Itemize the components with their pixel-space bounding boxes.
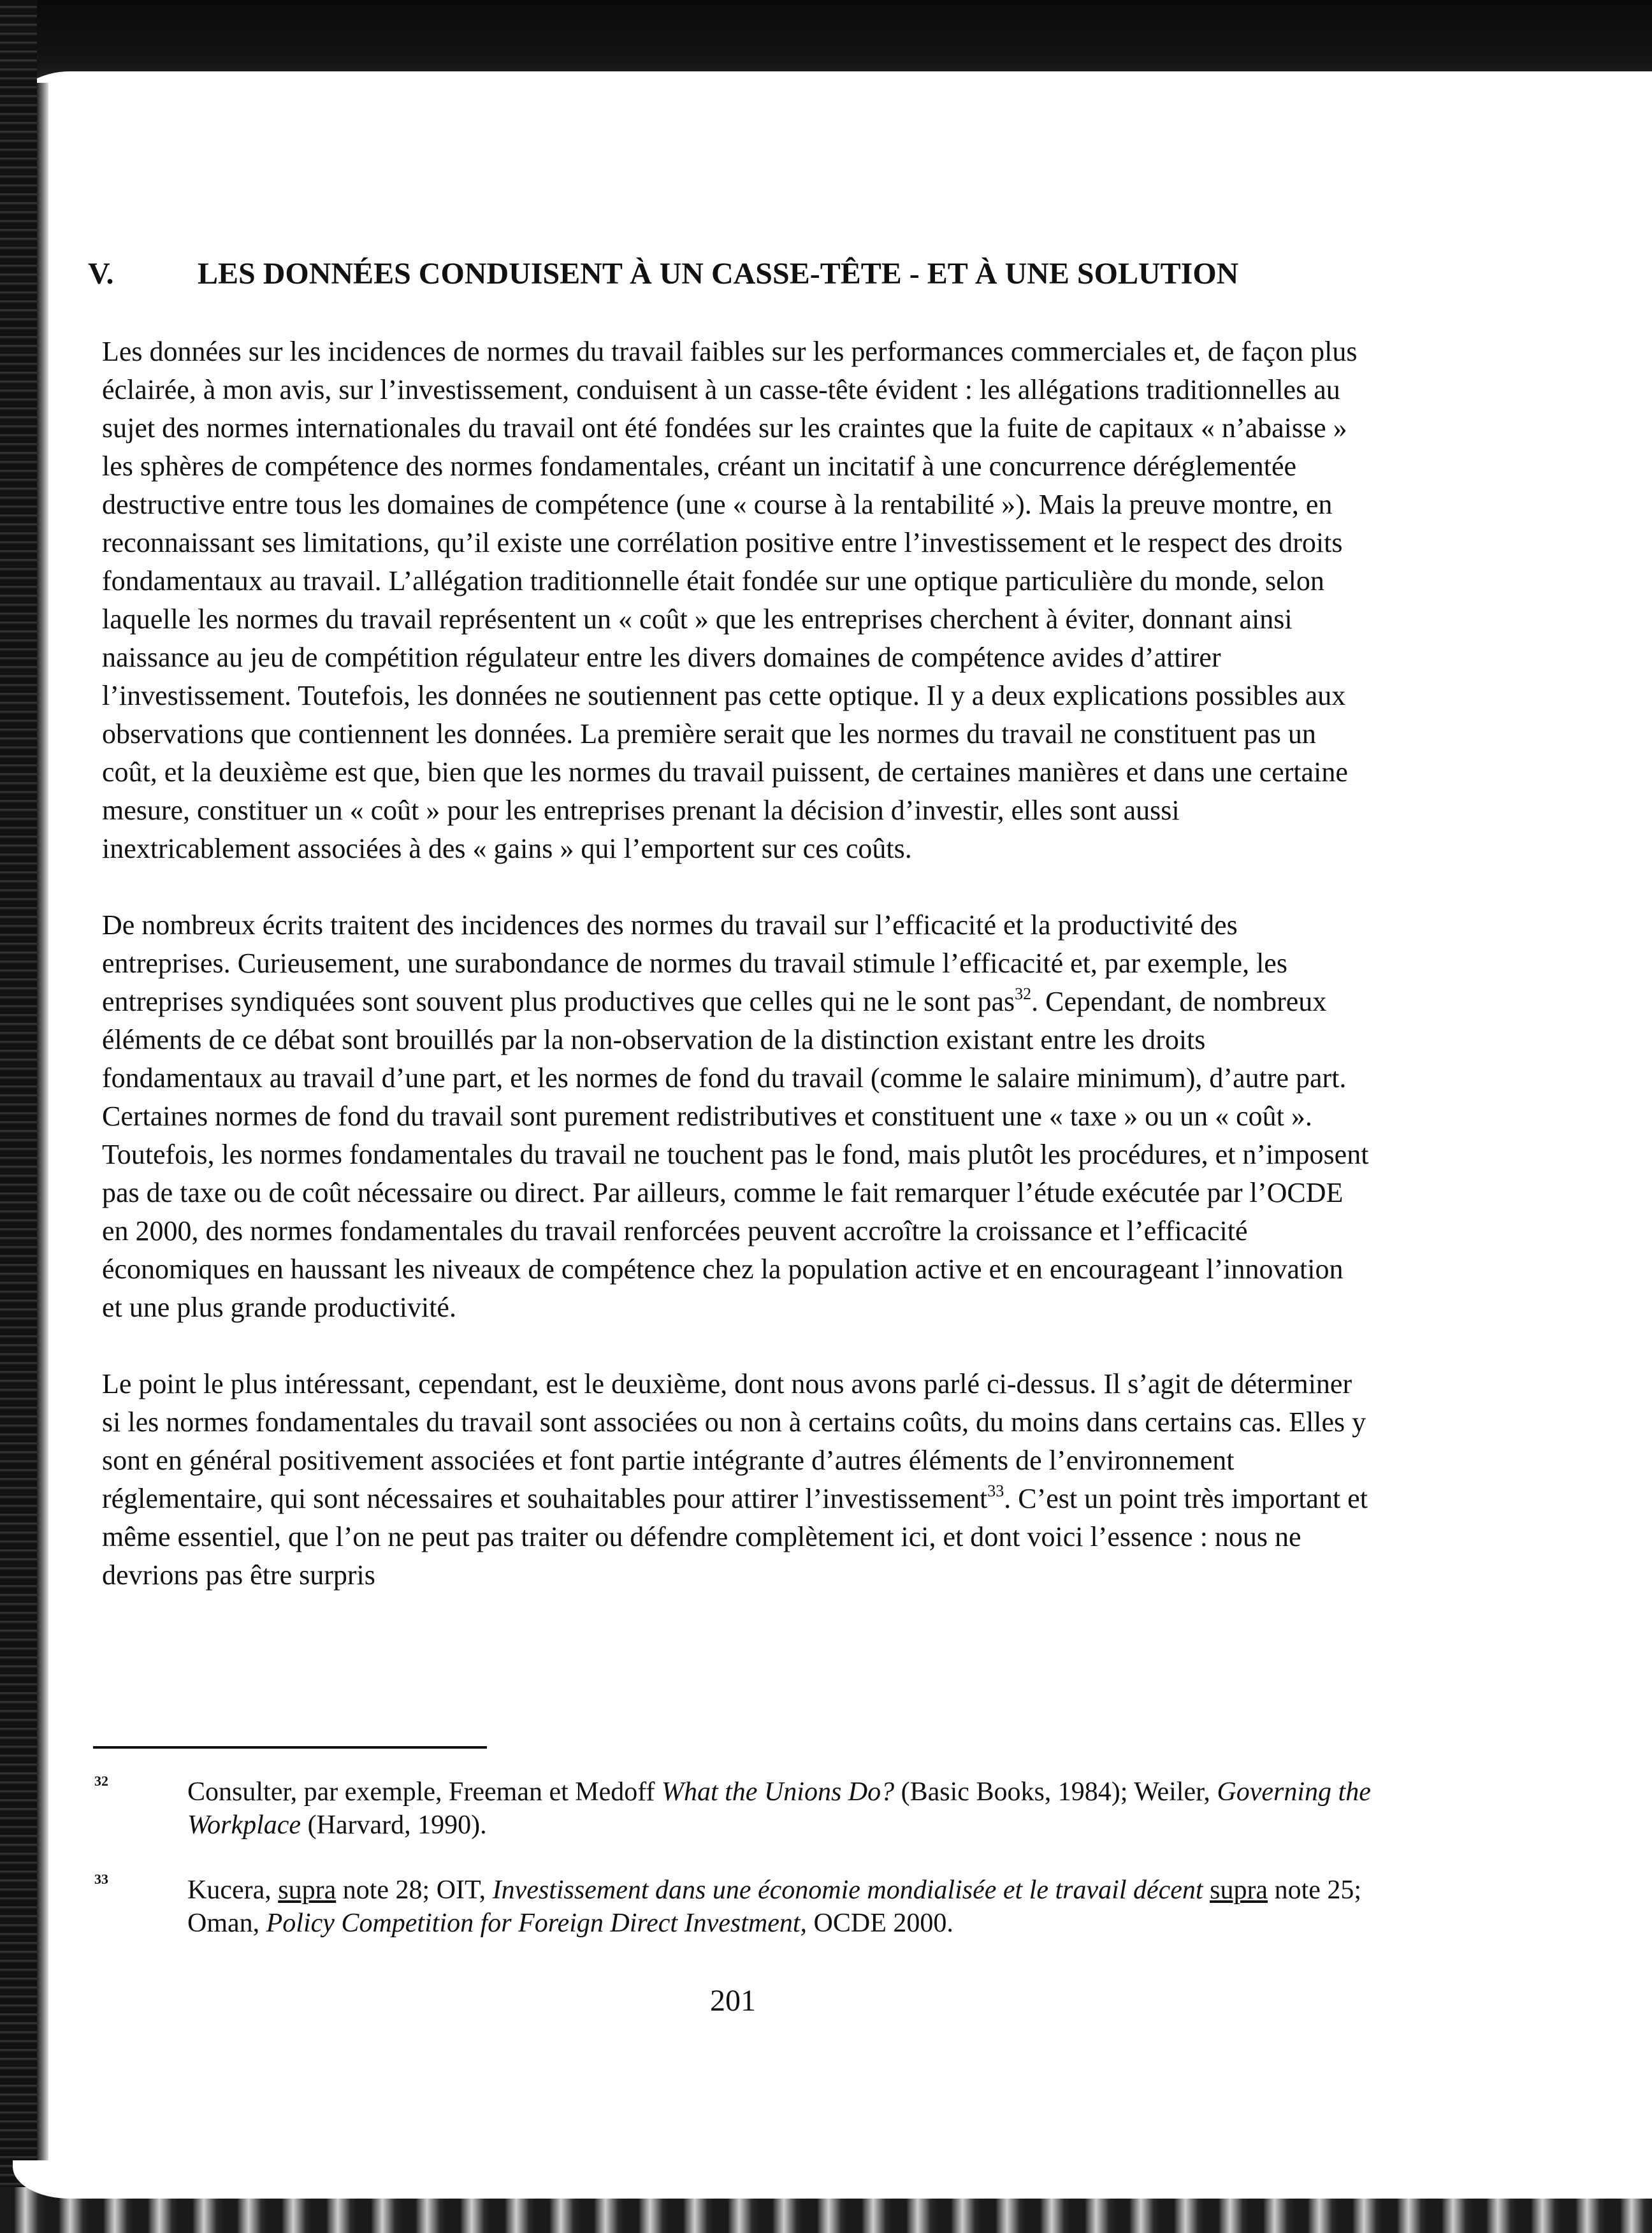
- footnote-title: Governing the Workplace: [187, 1777, 1371, 1840]
- footnote-supra: supra: [1210, 1875, 1268, 1905]
- paragraph-3: [102, 1365, 1370, 1594]
- footnote-number: 32: [94, 1773, 108, 1789]
- footnote-ref-32[interactable]: 32: [1015, 985, 1032, 1003]
- binding-shadow: [37, 83, 48, 2233]
- footnote-text: note 28; OIT,: [336, 1875, 493, 1905]
- section-heading: [88, 255, 1554, 293]
- footnote-number: 33: [94, 1871, 108, 1887]
- footnote-text: Consulter, par exemple, Freeman et Medoff: [187, 1777, 662, 1807]
- footnote-text: OCDE 2000.: [807, 1909, 953, 1938]
- footnote-title: Investissement dans une économie mondialisée et le travail décent: [492, 1875, 1203, 1905]
- paragraph-2-text-a: De nombreux écrits traitent des incidences des normes du travail sur l’efficacité et la productivité des entreprises. Curieusement, une surabondance de normes du travail stimule l’efficacité et, par exemple, les entreprises syndiquées sont souvent plus productives que celles qui ne le sont pas: [102, 909, 1287, 1017]
- footnote-title: Policy Competition for Foreign Direct Investment,: [266, 1909, 808, 1938]
- body-text: [102, 333, 1370, 1594]
- paragraph-3-text-a: Le point le plus intéressant, cependant, est le deuxième, dont nous avons parlé ci-dessus. Il s’agit de déterminer si les normes fondamentales du travail sont associées ou non à certains coûts, du moins dans certains cas. Elles y sont en général positivement associées et font partie intégrante d’autres éléments de l’environnement réglementaire, qui sont nécessaires et souhaitables pour attirer l’investissement: [102, 1368, 1366, 1514]
- footnote-33: [94, 1871, 1389, 1940]
- page-top-edge: [13, 71, 1652, 122]
- footnote-text: Kucera,: [187, 1875, 279, 1905]
- section-number: V.: [88, 257, 114, 291]
- footnote-ref-33[interactable]: 33: [987, 1482, 1004, 1500]
- footnote-text: note 25; Oman,: [187, 1875, 1362, 1938]
- section-title: LES DONNÉES CONDUISENT À UN CASSE-TÊTE - ET À UNE SOLUTION: [198, 257, 1239, 291]
- paragraph-2: [102, 906, 1370, 1327]
- scan-binding-edge: [0, 0, 37, 2233]
- footnote-title: What the Unions Do?: [661, 1777, 895, 1807]
- paragraph-2-text-b: . Cependant, de nombreux éléments de ce débat sont brouillés par la non-observation de la distinction existant entre les droits fondamentaux au travail d’une part, et les normes de fond du travail (comme le salaire minimum), d’autre part. Certaines normes de fond du travail sont purement redistributives et constituent une « taxe » ou un « coût ». Toutefois, les normes fondamentales du travail ne touchent pas le fond, mais plutôt les procédures, et n’imposent pas de taxe ou de coût nécessaire ou direct. Par ailleurs, comme le fait remarquer l’étude exécutée par l’OCDE en 2000, des normes fondamentales du travail renforcées peuvent accroître la croissance et l’efficacité économiques en haussant les niveaux de compétence chez la population active et en encourageant l’innovation et une plus grande productivité.: [102, 986, 1369, 1323]
- footnotes: [94, 1773, 1389, 1972]
- footnote-supra: supra: [278, 1875, 337, 1905]
- page-bottom-edge: [13, 2160, 1652, 2199]
- footnote-text: (Basic Books, 1984); Weiler,: [894, 1777, 1217, 1807]
- footnote-separator: [93, 1746, 487, 1749]
- footnote-text: [1203, 1875, 1210, 1905]
- paragraph-1: Les données sur les incidences de normes du travail faibles sur les performances commerciales et, de façon plus éclairée, à mon avis, sur l’investissement, conduisent à un casse-tête évident : les allégations traditionnelles au sujet des normes internationales du travail ont été fondées sur les craintes que la fuite de capitaux « n’abaisse » les sphères de compétence des normes fondamentales, créant un incitatif à une concurrence déréglementée destructive entre tous les domaines de compétence (une « course à la rentabilité »). Mais la preuve montre, en reconnaissant ses limitations, qu’il existe une corrélation positive entre l’investissement et le respect des droits fondamentaux au travail. L’allégation traditionnelle était fondée sur une optique particulière du monde, selon laquelle les normes du travail représentent un « coût » que les entreprises cherchent à éviter, donnant ainsi naissance au jeu de compétition régulateur entre les divers domaines de compétence avides d’attirer l’investissement. Toutefois, les données ne soutiennent pas cette optique. Il y a deux explications possibles aux observations que contiennent les données. La première serait que les normes du travail ne constituent pas un coût, et la deuxième est que, bien que les normes du travail puissent, de certaines manières et dans une certaine mesure, constituer un « coût » pour les entreprises prenant la décision d’investir, elles sont aussi inextricablement associées à des « gains » qui l’emportent sur ces coûts.: [102, 336, 1358, 864]
- paragraph-3-text-b: . C’est un point très important et même essentiel, que l’on ne peut pas traiter ou défendre complètement ici, et dont voici l’essence : nous ne devrions pas être surpris: [102, 1483, 1368, 1591]
- footnote-text: (Harvard, 1990).: [301, 1810, 487, 1840]
- footnote-32: [94, 1773, 1389, 1842]
- page-number: 201: [710, 1984, 756, 2018]
